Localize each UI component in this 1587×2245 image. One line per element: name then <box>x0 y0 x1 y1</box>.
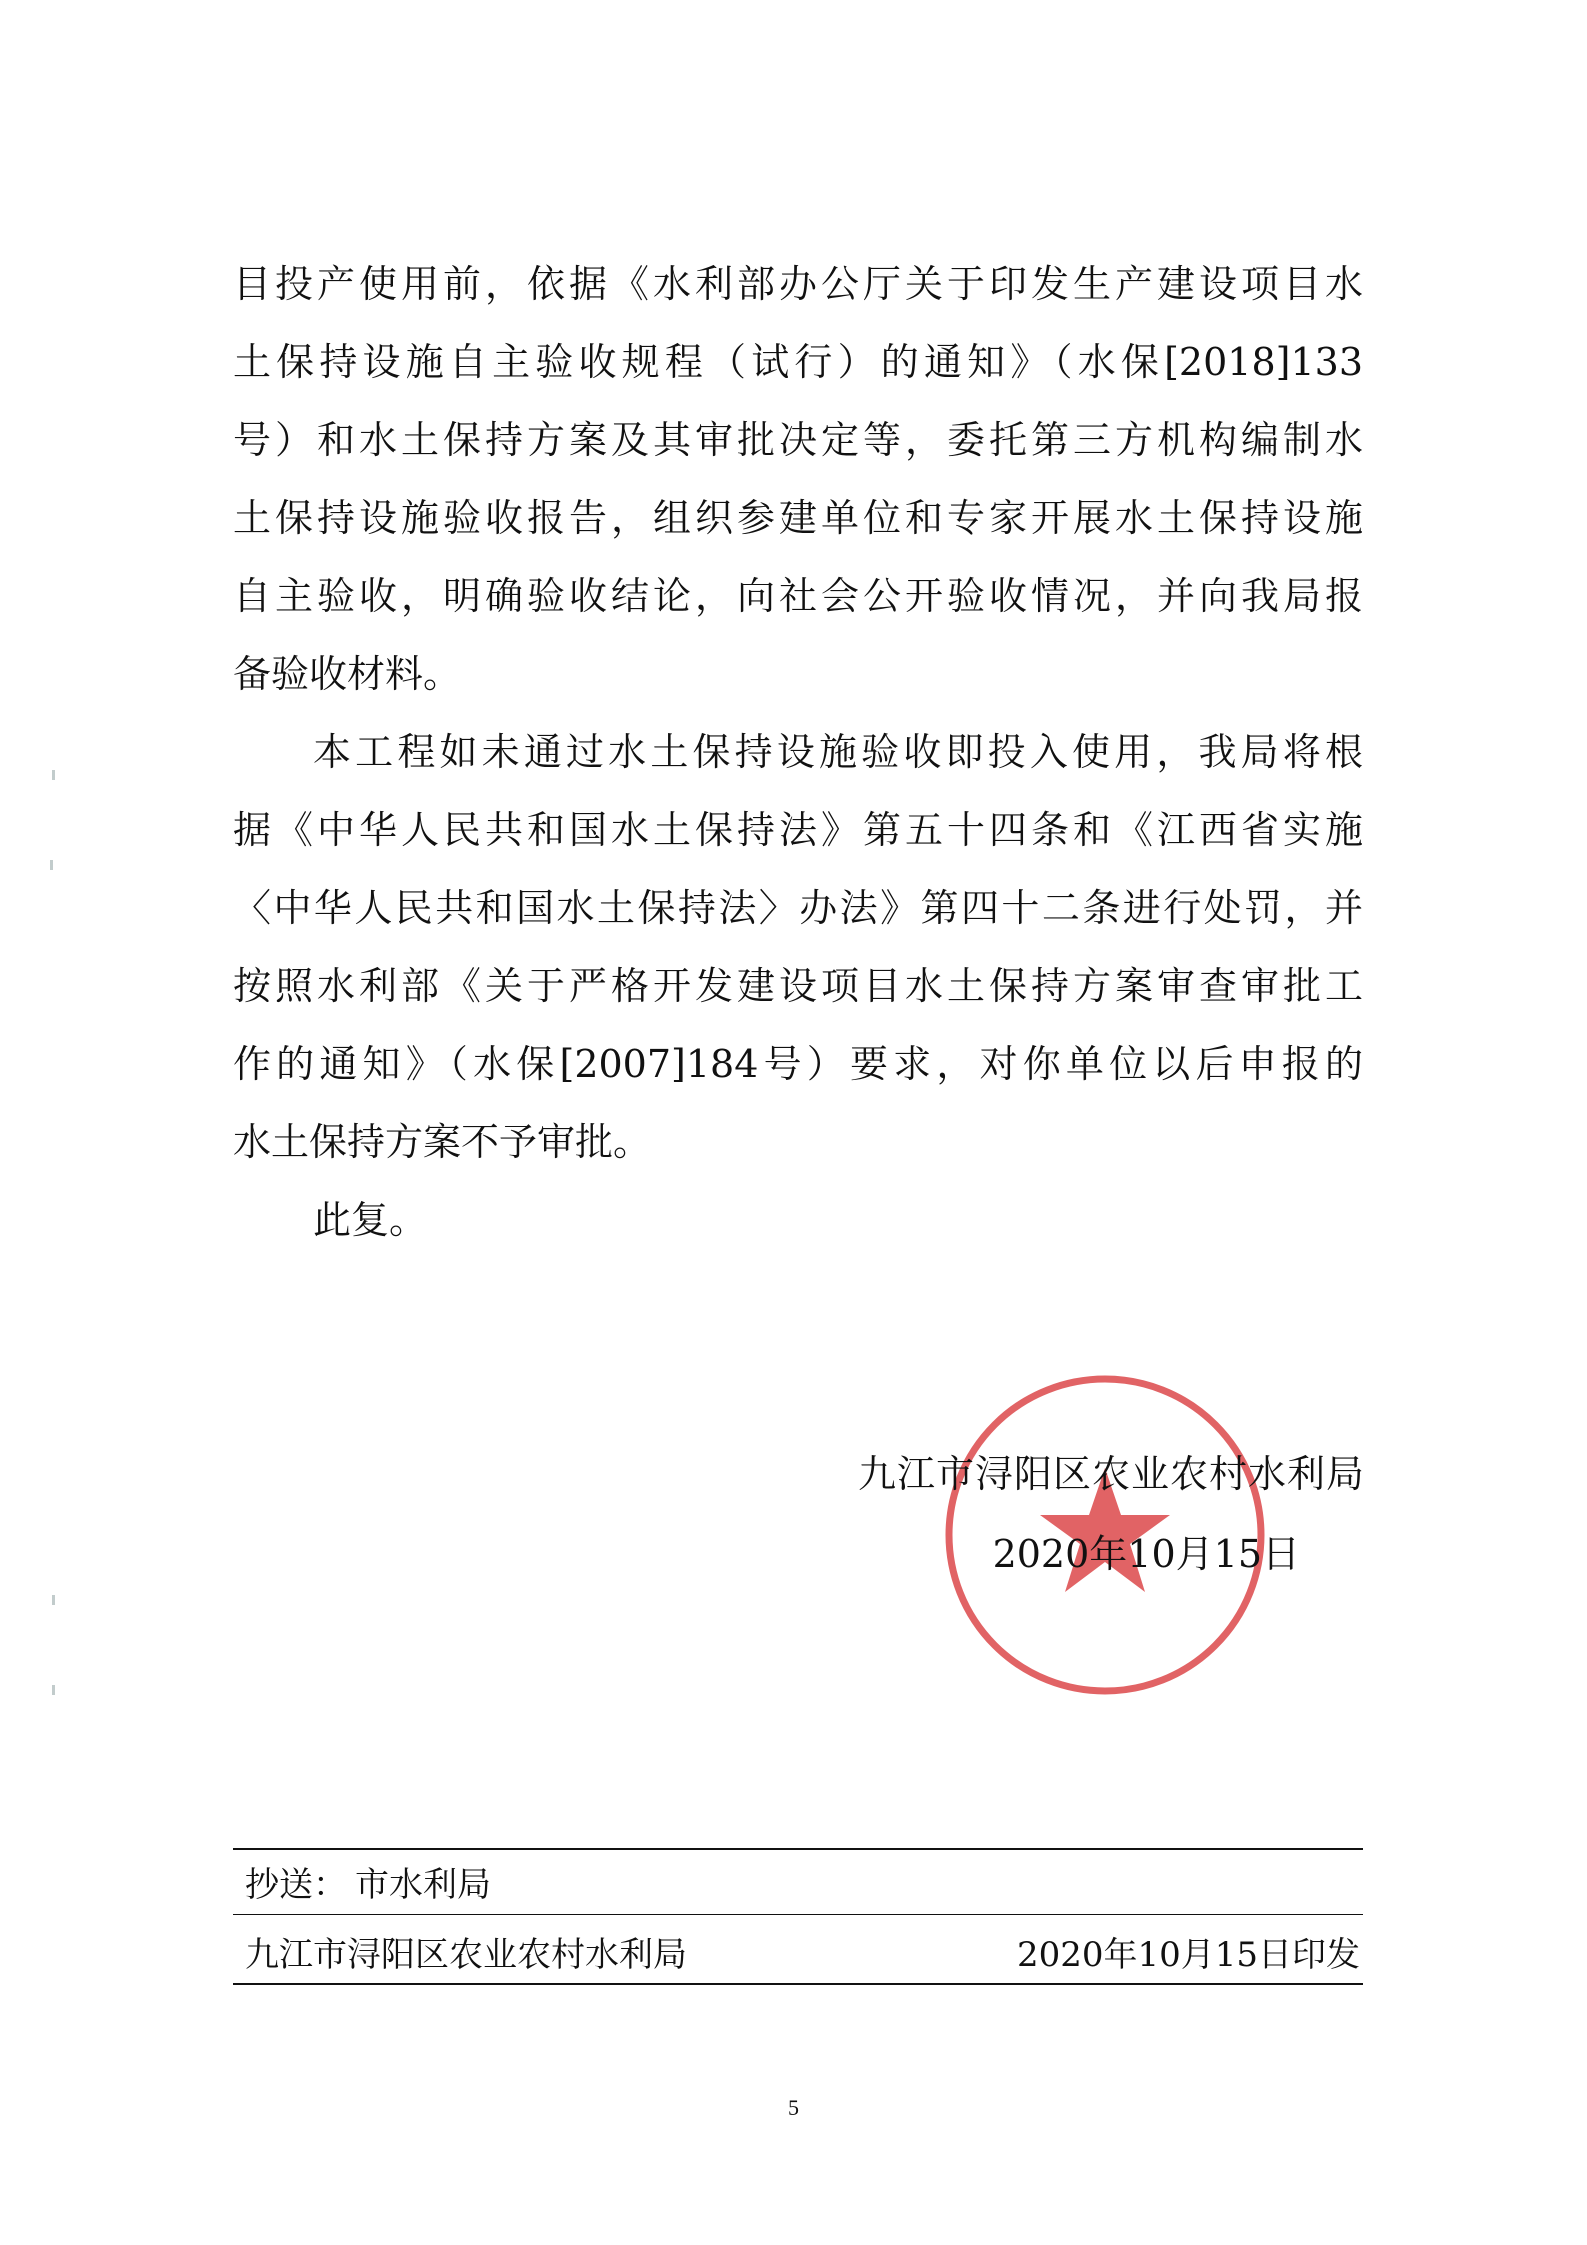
body-line: 据《中华人民共和国水土保持法》第五十四条和《江西省实施 <box>233 808 1363 852</box>
body-line: 〈中华人民共和国水土保持法〉办法》第四十二条进行处罚，并 <box>233 886 1363 930</box>
scan-mark <box>52 1595 55 1605</box>
body-line: 号）和水土保持方案及其审批决定等，委托第三方机构编制水 <box>233 418 1363 462</box>
footer-top-rule <box>233 1848 1363 1850</box>
body-line: 本工程如未通过水土保持设施验收即投入使用，我局将根 <box>313 730 1363 774</box>
body-line: 水土保持方案不予审批。 <box>233 1120 652 1164</box>
scan-mark <box>52 1685 55 1695</box>
closing-line: 此复。 <box>313 1198 428 1242</box>
signature-organization: 九江市浔阳区农业农村水利局 <box>857 1452 1365 1496</box>
issue-date: 2020年10月15日印发 <box>1016 1935 1360 1975</box>
cc-label: 抄送： <box>245 1865 347 1905</box>
page-number: 5 <box>788 2095 799 2120</box>
body-line: 自主验收，明确验收结论，向社会公开验收情况，并向我局报 <box>233 574 1363 618</box>
body-line: 土保持设施验收报告，组织参建单位和专家开展水土保持设施 <box>233 496 1363 540</box>
issuer: 九江市浔阳区农业农村水利局 <box>245 1935 687 1975</box>
scan-mark <box>52 770 55 780</box>
body-line: 按照水利部《关于严格开发建设项目水土保持方案审查审批工 <box>233 964 1363 1008</box>
body-line: 土保持设施自主验收规程（试行）的通知》（水保[2018]133 <box>233 340 1363 384</box>
footer-mid-rule <box>233 1914 1363 1915</box>
body-line: 作的通知》（水保[2007]184号）要求，对你单位以后申报的 <box>233 1042 1363 1086</box>
footer-bottom-rule <box>233 1983 1363 1985</box>
signature-date: 2020年10月15日 <box>992 1532 1300 1576</box>
scan-mark <box>50 860 53 870</box>
cc-value: 市水利局 <box>355 1865 491 1905</box>
body-line: 备验收材料。 <box>233 652 462 696</box>
body-line: 目投产使用前，依据《水利部办公厅关于印发生产建设项目水 <box>233 262 1363 306</box>
